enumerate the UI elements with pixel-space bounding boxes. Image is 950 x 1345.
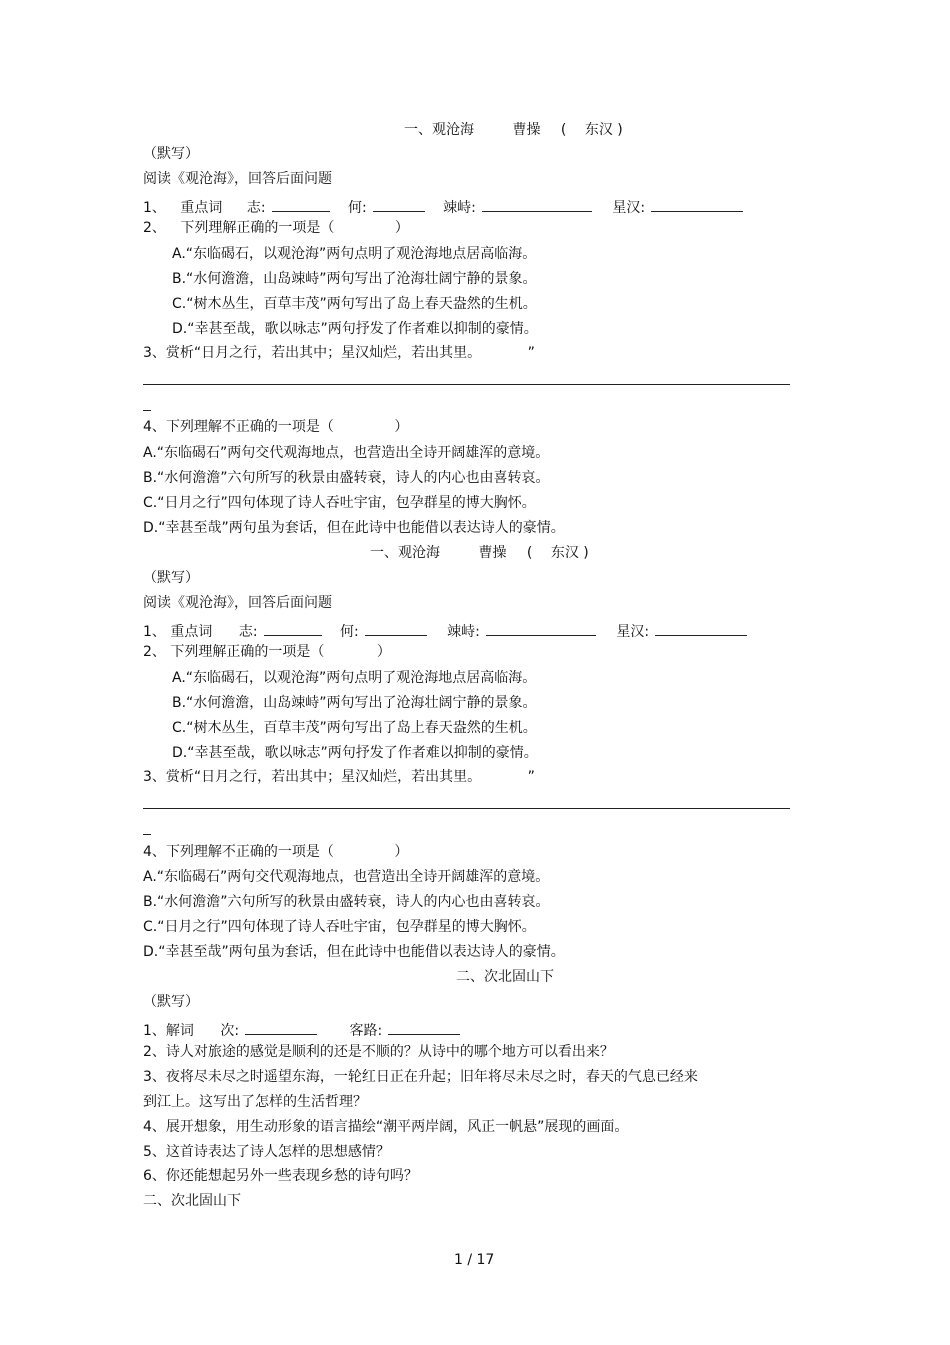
q-text: 4、下列理解不正确的一项是（ [143, 844, 334, 860]
q-number: 2、 [143, 644, 166, 660]
word-label: 次: [220, 1023, 240, 1039]
option-a: A.“东临碣石，以观沧海”两句点明了观沧海地点居高临海。 [172, 246, 537, 262]
section1-title-repeat [370, 546, 589, 560]
q4-option-c: C.“日月之行”四句体现了诗人吞吐宇宙，包孕群星的博大胸怀。 [143, 919, 536, 935]
option-d: D.“幸甚至哉，歌以咏志”两句抒发了作者难以抑制的豪情。 [172, 745, 538, 761]
q4-option-b: B.“水何澹澹”六句所写的秋景由盛转衰，诗人的内心也由喜转哀。 [143, 894, 550, 910]
word-label: 客路: [349, 1023, 383, 1039]
answer-line-end [143, 410, 151, 411]
title-text: 一、观沧海 [404, 122, 474, 138]
author-text: 曹操 [478, 545, 507, 561]
s2-question-5: 5、这首诗表达了诗人怎样的思想感情？ [143, 1144, 390, 1160]
section1-title [404, 123, 623, 137]
q-number: 2、 [143, 220, 166, 236]
answer-line[interactable] [143, 384, 790, 385]
page-number: 1 / 17 [454, 1252, 495, 1268]
word-label: 竦峙: [443, 200, 476, 216]
q4-option-b: B.“水何澹澹”六句所写的秋景由盛转衰，诗人的内心也由喜转哀。 [143, 470, 550, 486]
question-4 [143, 420, 408, 434]
section2-title-repeat: 二、次北固山下 [143, 1193, 241, 1209]
answer-blank[interactable] [655, 621, 747, 636]
answer-blank[interactable] [651, 197, 743, 212]
word-label: 何: [348, 200, 367, 216]
answer-blank[interactable] [486, 621, 596, 636]
word-label: 竦峙: [447, 624, 480, 640]
q4-option-d: D.“幸甚至哉”两句虽为套话，但在此诗中也能借以表达诗人的豪情。 [143, 944, 565, 960]
s2-question-6: 6、你还能想起另外一些表现乡愁的诗句吗？ [143, 1168, 418, 1184]
option-a: A.“东临碣石，以观沧海”两句点明了观沧海地点居高临海。 [172, 670, 537, 686]
word-label: 星汉: [612, 200, 646, 216]
word-label: 志: [246, 200, 266, 216]
option-c: C.“树木丛生，百草丰茂”两句写出了岛上春天盎然的生机。 [172, 296, 537, 312]
dynasty-text: 东汉 ) [550, 545, 589, 561]
mode-label: （默写） [143, 994, 199, 1010]
q-text: 下列理解正确的一项是（ [170, 644, 325, 660]
answer-line-end [143, 834, 151, 835]
paren-open: ( [526, 545, 533, 561]
quote-close: ” [527, 345, 535, 361]
question-2 [143, 645, 391, 659]
word-label: 志: [238, 624, 258, 640]
option-b: B.“水何澹澹，山岛竦峙”两句写出了沧海壮阔宁静的景象。 [172, 695, 537, 711]
option-b: B.“水何澹澹，山岛竦峙”两句写出了沧海壮阔宁静的景象。 [172, 271, 537, 287]
s2-question-2: 2、诗人对旅途的感觉是顺利的还是不顺的？从诗中的哪个地方可以看出来？ [143, 1044, 614, 1060]
author-text: 曹操 [512, 122, 541, 138]
q-text: 下列理解正确的一项是（ [180, 220, 335, 236]
question-3 [143, 346, 535, 360]
s2-question-1 [143, 1020, 464, 1038]
paren-close: ） [394, 419, 409, 435]
q4-option-d: D.“幸甚至哉”两句虽为套话，但在此诗中也能借以表达诗人的豪情。 [143, 520, 565, 536]
q4-option-a: A.“东临碣石”两句交代观海地点，也营造出全诗开阔雄浑的意境。 [143, 445, 550, 461]
answer-blank[interactable] [482, 197, 592, 212]
intro-text: 阅读《观沧海》，回答后面问题 [143, 595, 332, 611]
q-text: 1、解词 [143, 1023, 194, 1039]
dynasty-text: 东汉 ) [584, 122, 623, 138]
answer-blank[interactable] [264, 621, 322, 636]
word-label: 何: [340, 624, 359, 640]
mode-label: （默写） [143, 146, 199, 162]
answer-blank[interactable] [373, 197, 425, 212]
q-number: 1、 [143, 624, 166, 640]
word-label: 星汉: [616, 624, 650, 640]
question-3 [143, 770, 535, 784]
option-c: C.“树木丛生，百草丰茂”两句写出了岛上春天盎然的生机。 [172, 720, 537, 736]
answer-blank[interactable] [388, 1020, 460, 1035]
section2-title: 二、次北固山下 [456, 969, 554, 985]
question-1 [143, 197, 747, 215]
q-text: 3、赏析“日月之行，若出其中；星汉灿烂，若出其里。 [143, 345, 482, 361]
s2-question-3-line1: 3、夜将尽未尽之时遥望东海，一轮红日正在升起；旧年将尽未尽之时，春天的气息已经来 [143, 1069, 698, 1085]
q-text: 3、赏析“日月之行，若出其中；星汉灿烂，若出其里。 [143, 769, 482, 785]
question-2 [143, 221, 409, 235]
question-4 [143, 845, 408, 859]
question-1 [143, 621, 751, 639]
s2-question-4: 4、展开想象，用生动形象的语言描绘“潮平两岸阔，风正一帆悬”展现的画面。 [143, 1119, 629, 1135]
answer-blank[interactable] [365, 621, 427, 636]
q-text: 重点词 [170, 624, 213, 640]
paren-close: ） [394, 844, 409, 860]
answer-blank[interactable] [272, 197, 330, 212]
answer-line[interactable] [143, 808, 790, 809]
title-text: 一、观沧海 [370, 545, 440, 561]
q-text: 重点词 [180, 200, 223, 216]
paren-close: ） [376, 644, 391, 660]
paren-open: ( [560, 122, 567, 138]
q-text: 4、下列理解不正确的一项是（ [143, 419, 334, 435]
q-number: 1、 [143, 200, 166, 216]
quote-close: ” [527, 769, 535, 785]
mode-label: （默写） [143, 570, 199, 586]
paren-close: ） [394, 220, 409, 236]
option-d: D.“幸甚至哉，歌以咏志”两句抒发了作者难以抑制的豪情。 [172, 321, 538, 337]
q4-option-a: A.“东临碣石”两句交代观海地点，也营造出全诗开阔雄浑的意境。 [143, 869, 550, 885]
q4-option-c: C.“日月之行”四句体现了诗人吞吐宇宙，包孕群星的博大胸怀。 [143, 495, 536, 511]
intro-text: 阅读《观沧海》，回答后面问题 [143, 171, 332, 187]
s2-question-3-line2: 到江上。这写出了怎样的生活哲理？ [143, 1094, 367, 1110]
answer-blank[interactable] [245, 1020, 317, 1035]
